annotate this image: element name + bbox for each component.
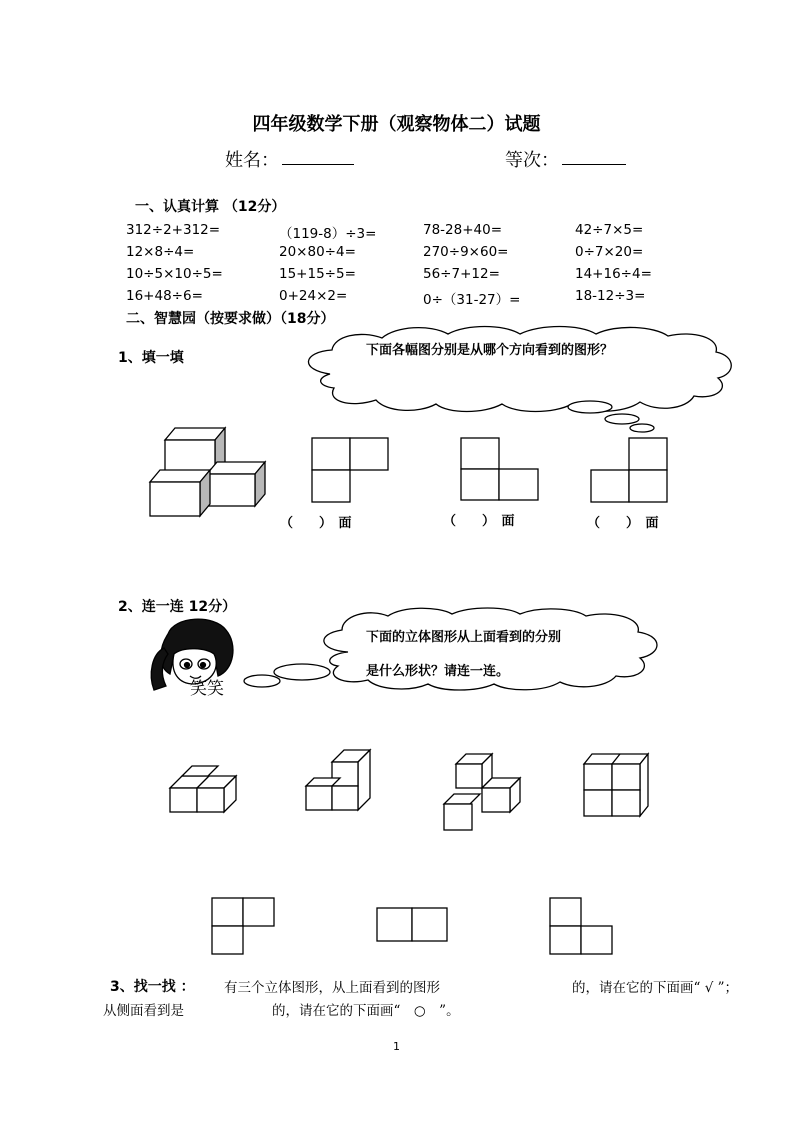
calc-item: 14+16÷4= bbox=[575, 266, 652, 282]
cube-stack-3d bbox=[140, 420, 280, 520]
calc-item: 0÷（31-27）= bbox=[423, 292, 521, 308]
q3-text-d: 的，请在它的下面画“ ○ ”。 bbox=[272, 1003, 460, 1019]
calc-item: 312÷2+312= bbox=[126, 222, 221, 238]
calc-item: 16+48÷6= bbox=[126, 288, 203, 304]
girl-caption: 笑笑 bbox=[190, 679, 224, 699]
view-shape-3 bbox=[589, 436, 669, 504]
top-view-3 bbox=[548, 896, 616, 956]
solid-shape-3 bbox=[440, 750, 526, 834]
calc-item: 56÷7+12= bbox=[423, 266, 500, 282]
calc-item: 12×8÷4= bbox=[126, 244, 195, 260]
calc-item: 42÷7×5= bbox=[575, 222, 644, 238]
q3-text-b: 的，请在它的下面画“ √ ”； bbox=[572, 980, 738, 996]
thought-cloud bbox=[238, 606, 668, 696]
calc-item: 15+15÷5= bbox=[279, 266, 356, 282]
calc-item: 20×80÷4= bbox=[279, 244, 356, 260]
solid-shape-1 bbox=[168, 760, 246, 816]
name-field[interactable] bbox=[282, 164, 354, 165]
rank-label: 等次： bbox=[505, 150, 559, 171]
q3-text-c: 从侧面看到是 bbox=[103, 1003, 184, 1019]
calc-item: 0÷7×20= bbox=[575, 244, 644, 260]
page-title: 四年级数学下册（观察物体二）试题 bbox=[252, 114, 541, 135]
calc-item: 0+24×2= bbox=[279, 288, 348, 304]
q3-label: 3、找一找 ： bbox=[110, 979, 195, 995]
calc-item: 18-12÷3= bbox=[575, 288, 646, 304]
solid-shape-2 bbox=[302, 742, 374, 812]
calc-item: （119-8）÷3= bbox=[279, 226, 377, 242]
page-number: 1 bbox=[393, 1040, 400, 1053]
view-shape-2 bbox=[459, 436, 541, 502]
section2-heading: 二、智慧园（按要求做）（18分） bbox=[126, 311, 335, 327]
top-view-2 bbox=[375, 906, 451, 944]
view-shape-1 bbox=[310, 436, 390, 504]
q2-cloud-line1: 下面的立体图形从上面看到的分别 bbox=[366, 630, 562, 645]
q2-label: 2、连一连 12分） bbox=[118, 599, 237, 615]
section1-heading: 一、认真计算 （12分） bbox=[135, 199, 286, 215]
solid-shape-4 bbox=[582, 750, 658, 820]
calc-item: 270÷9×60= bbox=[423, 244, 509, 260]
answer-blank-3[interactable]: （ ） 面 bbox=[587, 516, 659, 531]
name-label: 姓名： bbox=[225, 150, 279, 171]
rank-field[interactable] bbox=[562, 164, 626, 165]
top-view-1 bbox=[210, 896, 276, 956]
q2-cloud-line2: 是什么形状？请连一连。 bbox=[366, 664, 510, 679]
calc-item: 10÷5×10÷5= bbox=[126, 266, 223, 282]
q3-text-a: 有三个立体图形，从上面看到的图形 bbox=[224, 980, 440, 996]
answer-blank-1[interactable]: （ ） 面 bbox=[280, 516, 352, 531]
q1-label: 1、填一填 bbox=[118, 350, 184, 366]
answer-blank-2[interactable]: （ ） 面 bbox=[443, 514, 515, 529]
calc-item: 78-28+40= bbox=[423, 222, 503, 238]
q1-cloud-text: 下面各幅图分别是从哪个方向看到的图形？ bbox=[366, 343, 614, 358]
